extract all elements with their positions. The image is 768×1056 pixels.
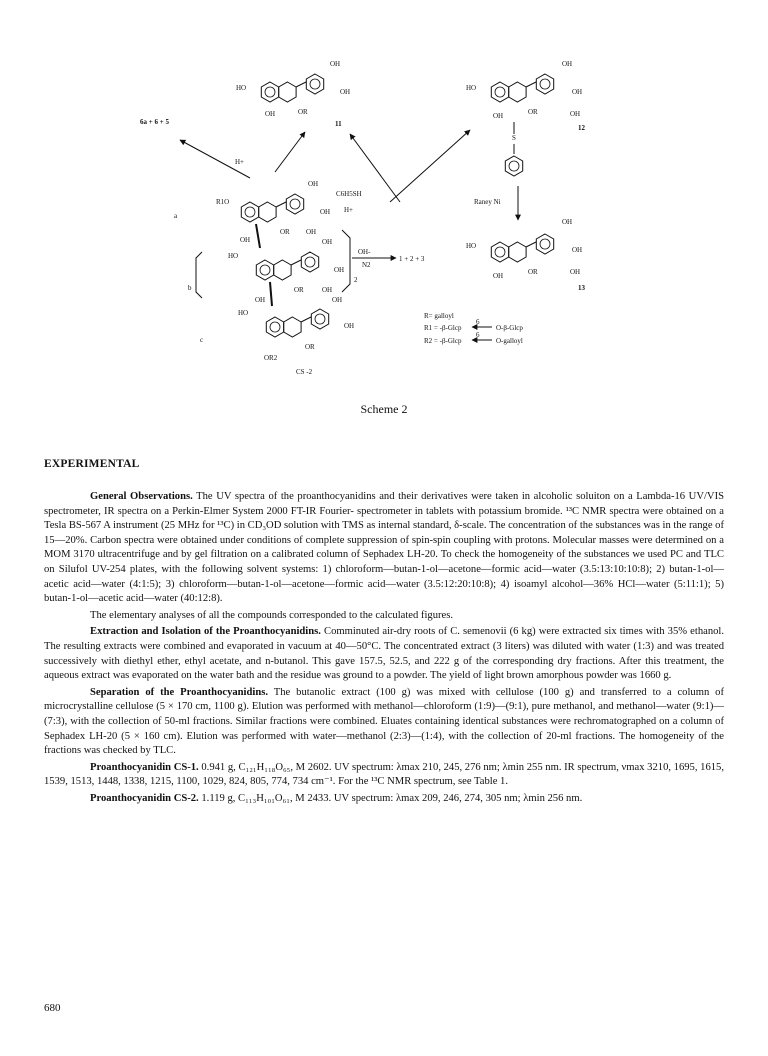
svg-text:OR: OR (305, 343, 315, 351)
svg-text:OH: OH (306, 228, 317, 236)
svg-text:R1O: R1O (216, 198, 230, 206)
svg-text:2: 2 (354, 276, 358, 284)
svg-text:CS -2: CS -2 (296, 368, 313, 376)
scheme-caption: Scheme 2 (360, 402, 408, 416)
paragraph-lead: General Observations. (90, 491, 193, 502)
paragraph-lead: Separation of the Proanthocyanidins. (90, 686, 268, 698)
svg-text:a: a (174, 212, 178, 220)
svg-text:HO: HO (466, 242, 477, 250)
svg-text:OH: OH (562, 218, 573, 226)
svg-text:O-β-Glcp: O-β-Glcp (496, 324, 523, 332)
paragraph-text: Comminuted air-dry roots of C. semenovii (6 kg) were extracted six times with 35% ethanol. The resulting extracts were combined and evaporated in vacuum at 40—50°C. The concentrated extract (3 liters) was diluted with water (1:3) and was treated successively with diethyl ether, ethyl acetate, and n-butanol. This gave 157.5, 52.5, and 222 g of the corresponding dry fractions. After this treatment, the aqueous extract was evaporated on the water bath and the residue was ground to a powder. The yield of light brown amorphous powder was 1660 g. (44, 626, 725, 682)
paragraph-text: The butanolic extract (100 g) was mixed with cellulose (100 g) and transferred to a column of microcrystalline cellulose (5 × 170 cm, 1100 g). Elution was performed with methanol—chloroform (1:9)—(9:1), pure methanol, and methanol—water (9:1)—(7:3), with the collection of 50-ml fractions. Similar fractions were combined. Eluates containing identical substances were rechromatographed on a column of Sephadex LH-20 (5 × 160 cm). Elution was performed with water—methanol (2:3)—(1:4), with the collection of 20-ml fractions. The homogeneity of the fractions was checked by TLC. (44, 686, 724, 757)
svg-text:6: 6 (476, 331, 480, 339)
svg-text:HO: HO (238, 309, 249, 317)
page-number: 680 (44, 1002, 61, 1014)
paragraph (44, 625, 724, 683)
svg-text:R= galloyl: R= galloyl (424, 312, 454, 320)
svg-text:OR: OR (298, 108, 308, 116)
paragraph-lead: Proanthocyanidin CS-1. (90, 761, 199, 773)
svg-text:OR: OR (528, 268, 538, 276)
svg-text:R2 = -β-Glcp: R2 = -β-Glcp (424, 337, 462, 345)
svg-text:6: 6 (476, 318, 480, 326)
svg-text:OH: OH (572, 246, 583, 254)
svg-text:OH: OH (570, 110, 581, 118)
svg-text:OR: OR (528, 108, 538, 116)
svg-text:OH: OH (322, 286, 333, 294)
svg-text:OH: OH (570, 268, 581, 276)
svg-text:N2: N2 (362, 261, 371, 269)
svg-text:C6H5SH: C6H5SH (336, 190, 362, 198)
paragraph-text: 1.119 g, C₁₁₃H₁₀₁O₆₁, M 2433. UV spectrum: λmax 209, 246, 274, 305 nm; λmin 256 nm. (198, 792, 583, 804)
svg-text:OH: OH (334, 266, 345, 274)
svg-text:OH: OH (340, 88, 351, 96)
svg-text:S: S (512, 134, 516, 142)
paragraph (44, 761, 724, 790)
svg-text:HO: HO (228, 252, 239, 260)
left-products: 6a + 6 + 5 (140, 118, 169, 126)
structure-12 (466, 60, 586, 176)
paragraph (44, 490, 724, 607)
svg-text:OH: OH (344, 322, 355, 330)
svg-text:H+: H+ (344, 206, 354, 214)
body-text (44, 490, 724, 808)
paragraph-lead: Proanthocyanidin CS-2. (90, 792, 199, 804)
paragraph-lead: Extraction and Isolation of the Proanthocyanidins. (90, 626, 321, 638)
svg-text:OH: OH (332, 296, 343, 304)
paragraph (44, 686, 724, 759)
section-heading: EXPERIMENTAL (44, 458, 140, 470)
paragraph (44, 792, 724, 807)
paragraph-text: The UV spectra of the proanthocyanidins and their derivatives were taken in alcoholic soluiton on a Lambda-16 UV/VIS spectrometer, IR spectra on a Perkin-Elmer System 2000 FT-IR Fourier- spectrometer in tablets with potassium bromide. ¹³C NMR spectra were obtained on a Tesla BS-567 A instrument (25 MHz for ¹³C) in CD₃OD solution with TMS as internal standard, δ-scale. The concentration of the substances was in the range of 15—20%. Carbon spectra were obtained under conditions of complete suppression of spin-spin coupling with protons. Molecular masses were determined on a MOM 3170 ultracentrifuge and by gel filtration on a calibrated column of Sephadex LH-20. To check the homogeneity of the substances we used PC and TLC on Silufol UV-254 plates, with the following solvent systems: 1) chloroform—butan-1-ol—acetone—formic acid—water (3.5:13:10:10:8); 2) butan-1-ol—acetic acid—water (4:1:5); 3) chloroform—butan-1-ol—acetone—formic acid—water (3.5:12:20:10:8); 4) isoamyl alcohol—36% HCl—water (5:11:1); 5) butan-1-ol—acetic acid—water (40:12:8). (44, 491, 725, 605)
paragraph (44, 609, 724, 624)
svg-text:O-galloyl: O-galloyl (496, 337, 523, 345)
svg-text:OH: OH (308, 180, 319, 188)
paragraph-text: 0.941 g, C₁₂₁H₁₁₈O₆₅, M 2602. UV spectrum: λmax 210, 245, 276 nm; λmin 255 nm. IR spectrum, νmax 3210, 1695, 1615, 1539, 1513, 1448, 1338, 1215, 1100, 1029, 824, 805, 774, 734 cm⁻¹. For the ¹³C NMR spectrum, see Table 1. (44, 761, 724, 788)
structure-cs2 (174, 180, 358, 376)
svg-text:OH: OH (330, 60, 341, 68)
svg-text:OH: OH (493, 112, 504, 120)
svg-text:H+: H+ (235, 158, 245, 166)
svg-text:OH: OH (265, 110, 276, 118)
structure-13 (466, 218, 586, 292)
svg-text:11: 11 (335, 120, 342, 128)
reaction-scheme (100, 52, 640, 382)
structure-11 (236, 60, 350, 128)
svg-text:OH: OH (240, 236, 251, 244)
substituent-legend (424, 312, 523, 345)
svg-text:12: 12 (578, 124, 585, 132)
paragraph-text: The elementary analyses of all the compounds corresponded to the calculated figures. (90, 609, 453, 621)
svg-text:OH: OH (493, 272, 504, 280)
svg-text:OH-: OH- (358, 248, 371, 256)
svg-text:13: 13 (578, 284, 585, 292)
svg-text:OR: OR (294, 286, 304, 294)
svg-text:OR2: OR2 (264, 354, 278, 362)
svg-text:HO: HO (466, 84, 477, 92)
svg-text:OH: OH (320, 208, 331, 216)
svg-text:OR: OR (280, 228, 290, 236)
svg-text:HO: HO (236, 84, 247, 92)
svg-text:OH: OH (572, 88, 583, 96)
svg-text:R1 = -β-Glcp: R1 = -β-Glcp (424, 324, 462, 332)
svg-text:b: b (188, 284, 192, 292)
svg-text:Raney Ni: Raney Ni (474, 198, 501, 206)
svg-text:OH: OH (562, 60, 573, 68)
svg-text:OH: OH (255, 296, 266, 304)
svg-text:OH: OH (322, 238, 333, 246)
svg-text:c: c (200, 336, 204, 344)
right-products: 1 + 2 + 3 (399, 255, 425, 263)
